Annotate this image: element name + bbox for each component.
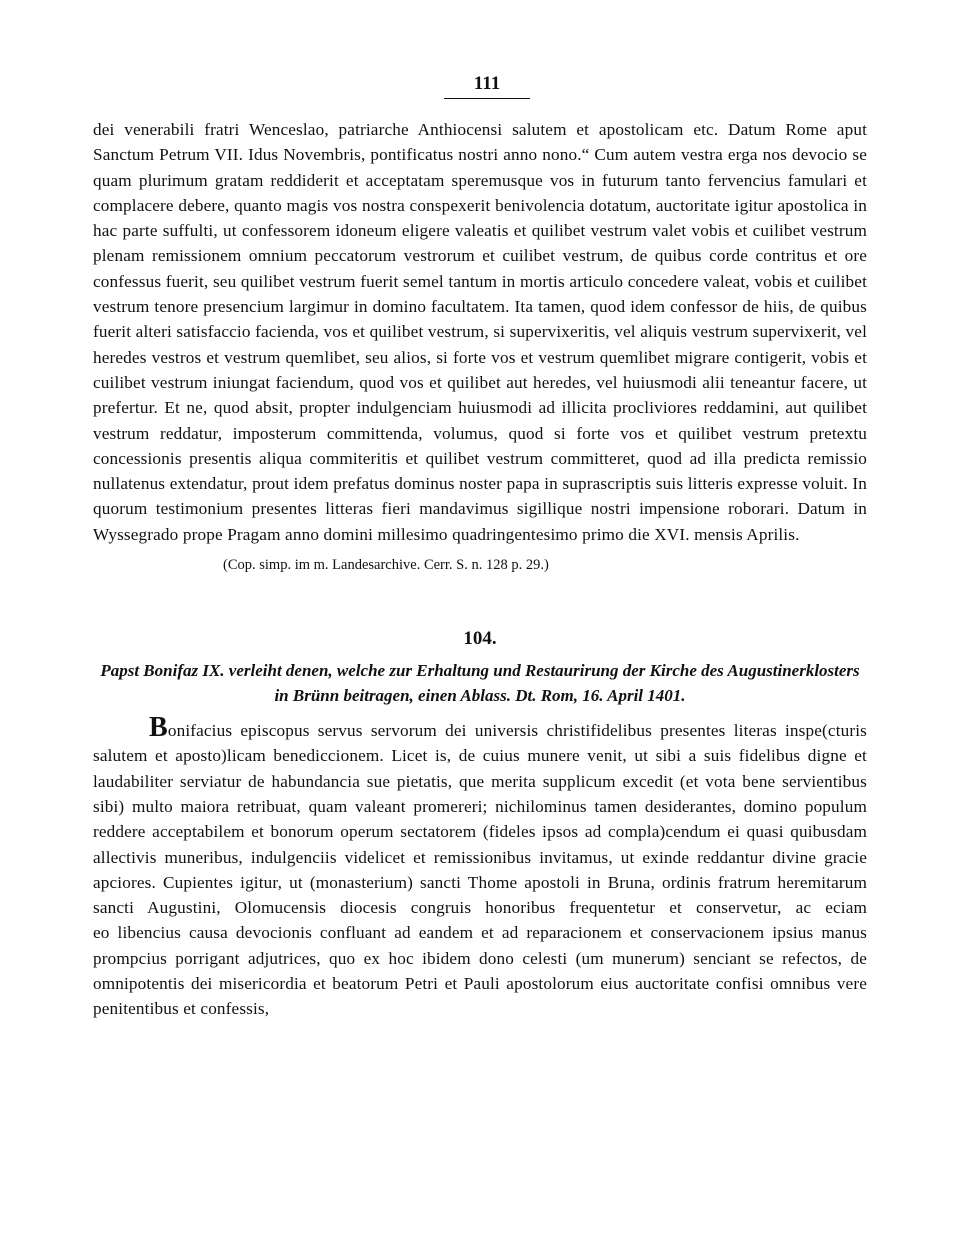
document-regest-heading: Papst Bonifaz IX. verleiht denen, welche zur Erhaltung und Restaurirung der Kirche des Augustinerklosters in Brünn beitragen, einen Ablass. Dt. Rom, 16. April 1401. bbox=[100, 661, 860, 706]
page-number-rule bbox=[444, 98, 530, 99]
drop-initial: B bbox=[149, 712, 168, 744]
charter-body-text: onifacius episcopus servus servorum dei universis christifidelibus presentes literas inspe(cturis salutem et aposto)licam benediccionem. Licet is, de cuius munere venit, ut sibi a suis fidelibus digne et laudabiliter serviatur de habundancia sue pietatis, que merita supplicum excedit (et vota bene servientibus sibi) multo maiora retribuat, quam valeant promereri; nichilominus tamen desiderantes, domino populum reddere acceptabilem et bonorum operum sectatorem (fideles ipsos ad compla)cendum ei quasi quibusdam allectivis muneribus, indulgenciis videlicet et remissionibus invitamus, ut exinde reddantur divine gracie apciores. Cupientes igitur, ut (monasterium) sancti Thome apostoli in Bruna, ordinis fratrum heremitarum sancti Augustini, Olomucensis diocesis congruis honoribus frequentetur et conservetur, ac eciam eo libencius causa devocionis confluant ad eandem et ad reparacionem et conservacionem ipsius manus prompcius porrigant adjutrices, quo ex hoc ibidem dono celesti (um munerum) senciant se refectos, de omnipotentis dei misericordia et beatorum Petri et Pauli apostolorum eius auctoritate confisi omnibus vere penitentibus et confessis, bbox=[93, 721, 956, 1019]
paragraph-continued-text: dei venerabili fratri Wenceslao, patriarche Anthiocensi salutem et apostolicam etc. Datum Rome aput Sanctum Petrum VII. Idus Novembris, pontificatus nostri anno nono.“ Cum autem vestra erga nos devocio se quam plurimum gratam reddiderit et acceptatam speremusque vos in futurum tanto fervencius famulari et complacere debere, quanto magis vos nostra conspexerit benivolencia dotatum, auctoritate igitur apostolica in hac parte suffulti, ut confessorem idoneum eligere valeatis et quilibet vestrum valet vobis et cuilibet vestrum plenam remissionem omnium peccatorum vestrorum et cuilibet vestrum, de quibus corde contritus et ore confessus fuerit, seu quilibet vestrum fuerit semel tantum in mortis articulo concedere valeat, vobis et cuilibet vestrum tenore presencium largimur in domino facultatem. Ita tamen, quod idem confessor de hiis, de quibus fuerit alteri satisfaccio facienda, vos et quilibet vestrum, si supervixeritis, vel aliquis vestrum supervixerit, vel heredes vestros et vestrum quemlibet, seu alios, si forte vos et vestrum quemlibet migrare contigerit, vobis et cuilibet vestrum iniungat faciendum, quod vos et quilibet aut heredes, vel huiusmodi alii teneantur facere, ut prefertur. Et ne, quod absit, propter indulgenciam huiusmodi ad illicita procliviores reddamini, aut quilibet vestrum reddatur, imposterum committenda, volumus, quod si forte vos et quilibet vestrum pretextu concessionis presentis aliqua commiteritis et quilibet vestrum committeret, quod ad illa predicta remissio nullatenus extendatur, prout idem prefatus dominus noster papa in suprascriptis suis litteris expresse voluit. In quorum testimonium presentes litteras fieri mandavimus sigillique nostri impensione roborari. Datum in Wyssegrado prope Pragam anno domini millesimo quadringentesimo primo die XVI. mensis Aprilis. bbox=[93, 120, 867, 544]
page-number: 111 bbox=[473, 73, 501, 94]
document-page bbox=[93, 72, 956, 1022]
paragraph-charter-text bbox=[93, 712, 956, 1022]
document-number: 104. bbox=[463, 628, 497, 650]
source-note: (Cop. simp. im m. Landesarchive. Cerr. S. n. 128 p. 29.) bbox=[223, 557, 549, 574]
